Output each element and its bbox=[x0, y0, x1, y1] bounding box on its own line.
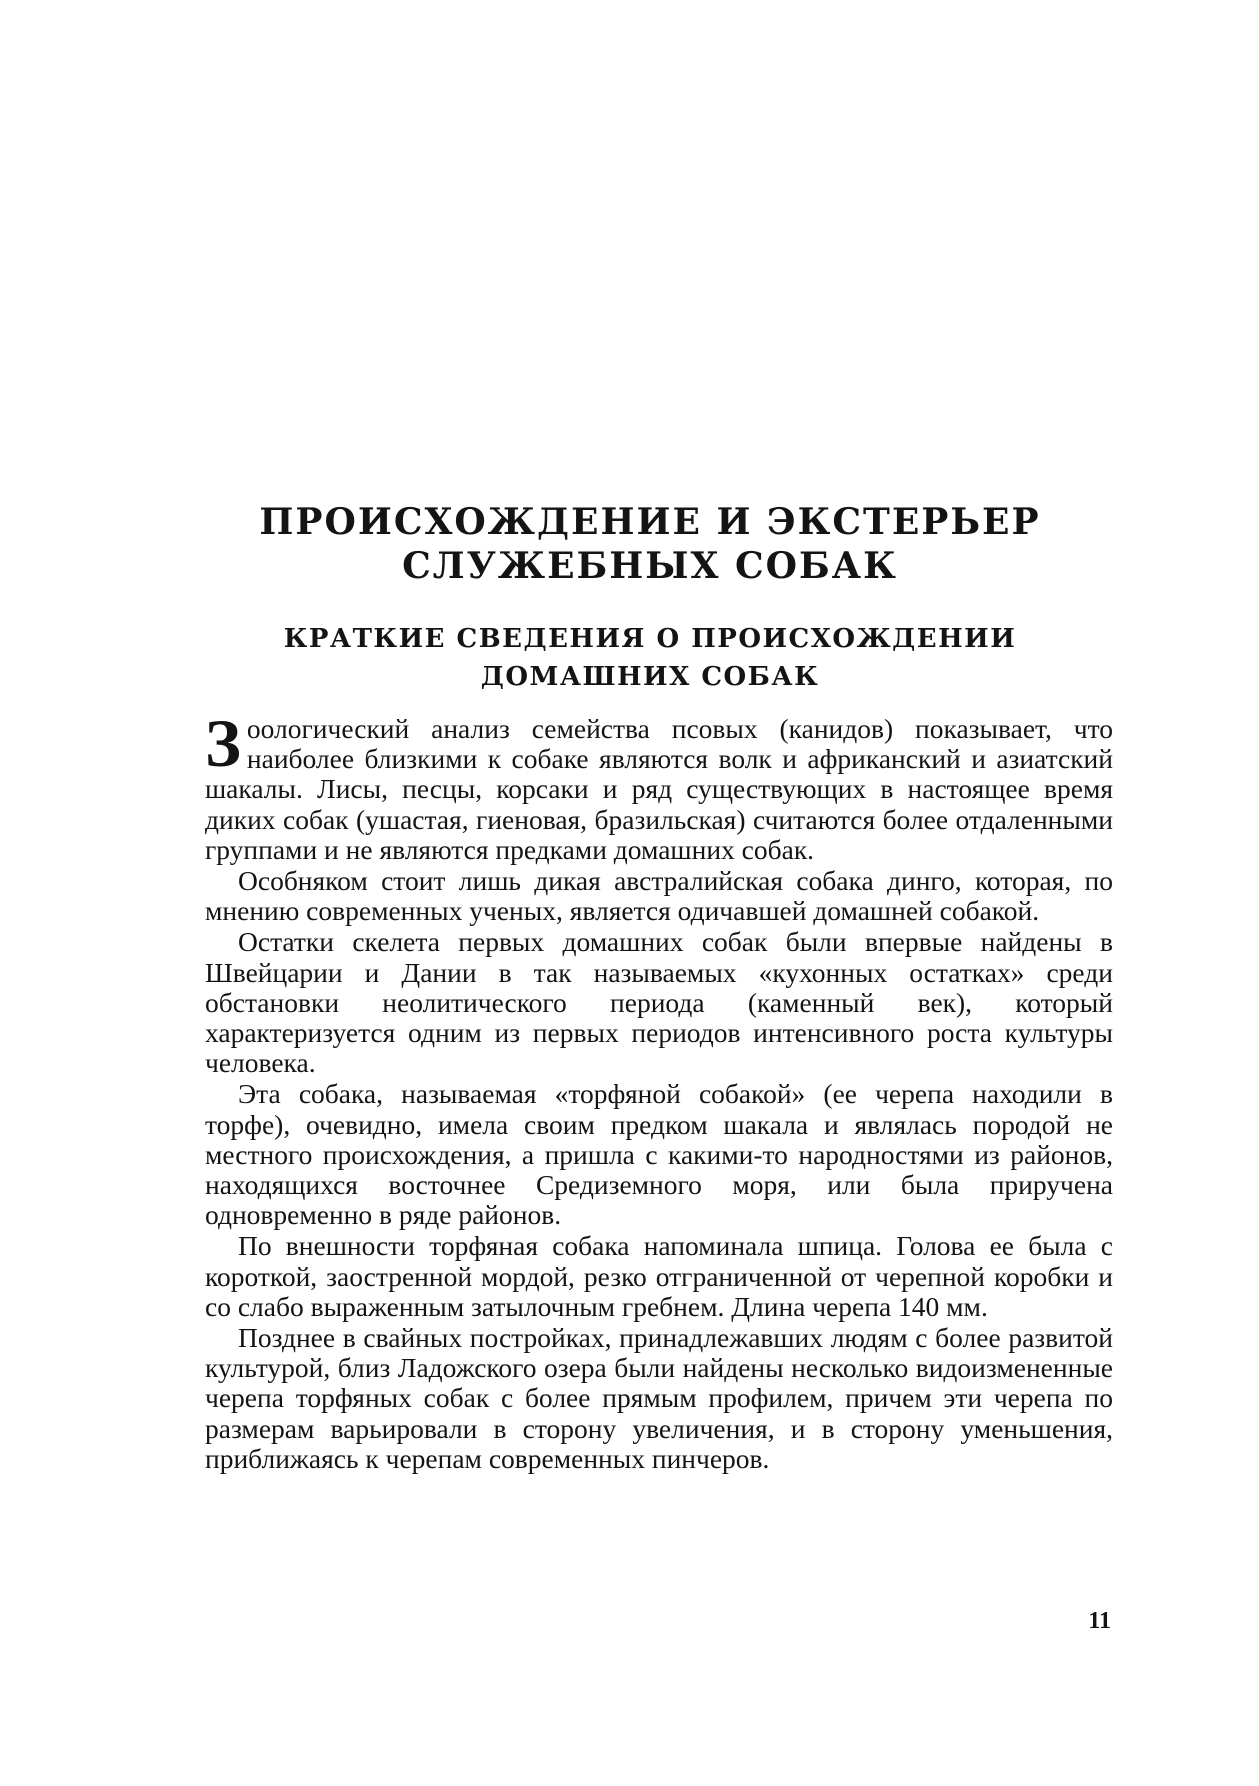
paragraph-1 bbox=[205, 705, 1113, 865]
section-title-line-1: КРАТКИЕ СВЕДЕНИЯ О ПРОИСХОЖДЕНИИ bbox=[283, 624, 1017, 654]
paragraph-4: Эта собака, называемая «торфяной собакой» (ее черепа находили в торфе), очевидно, имела своим предком шакала и являлась породой не местного происхождения, а пришла с какими-то народностями из районов, находящихся восточнее Средиземного моря, или была приручена одновременно в ряде районов. bbox=[205, 1078, 1113, 1231]
chapter-title bbox=[200, 500, 1100, 588]
section-title bbox=[220, 620, 1080, 696]
page-number: 11 bbox=[1088, 1608, 1111, 1634]
drop-cap: З bbox=[205, 705, 241, 781]
body-text bbox=[205, 705, 1113, 1475]
chapter-title-line-1: ПРОИСХОЖДЕНИЕ И ЭКСТЕРЬЕР bbox=[259, 501, 1041, 543]
paragraph-6: Позднее в свайных постройках, принадлежавших людям с более развитой культурой, близ Ладожского озера были найдены несколько видоизмененные черепа торфяных собак с более прямым профилем, причем эти черепа по размерам варьировали в сторону увеличения, и в сторону уменьшения, приближаясь к черепам современных пинчеров. bbox=[205, 1322, 1113, 1474]
paragraph-1-text: оологический анализ семейства псовых (канидов) показывает, что наиболее близкими к собаке являются волк и африканский и азиатский шакалы. Лисы, песцы, корсаки и ряд существующих в настоящее время диких собак (ушастая, гиеновая, бразильская) считаются более отдаленными группами и не являются предками домашних собак. bbox=[205, 713, 1113, 865]
paragraph-3: Остатки скелета первых домашних собак были впервые найдены в Швейцарии и Дании в так называемых «кухонных остатках» среди обстановки неолитического периода (каменный век), который характеризуется одним из первых периодов интенсивного роста культуры человека. bbox=[205, 926, 1113, 1079]
section-title-line-2: ДОМАШНИХ СОБАК bbox=[480, 662, 820, 692]
paragraph-5: По внешности торфяная собака напоминала шпица. Голова ее была с короткой, заостренной мордой, резко отграниченной от черепной коробки и со слабо выраженным затылочным гребнем. Длина черепа 140 мм. bbox=[205, 1230, 1113, 1322]
chapter-title-line-2: СЛУЖЕБНЫХ СОБАК bbox=[402, 545, 898, 587]
paragraph-2: Особняком стоит лишь дикая австралийская собака динго, которая, по мнению современных ученых, является одичавшей домашней собакой. bbox=[205, 865, 1113, 927]
